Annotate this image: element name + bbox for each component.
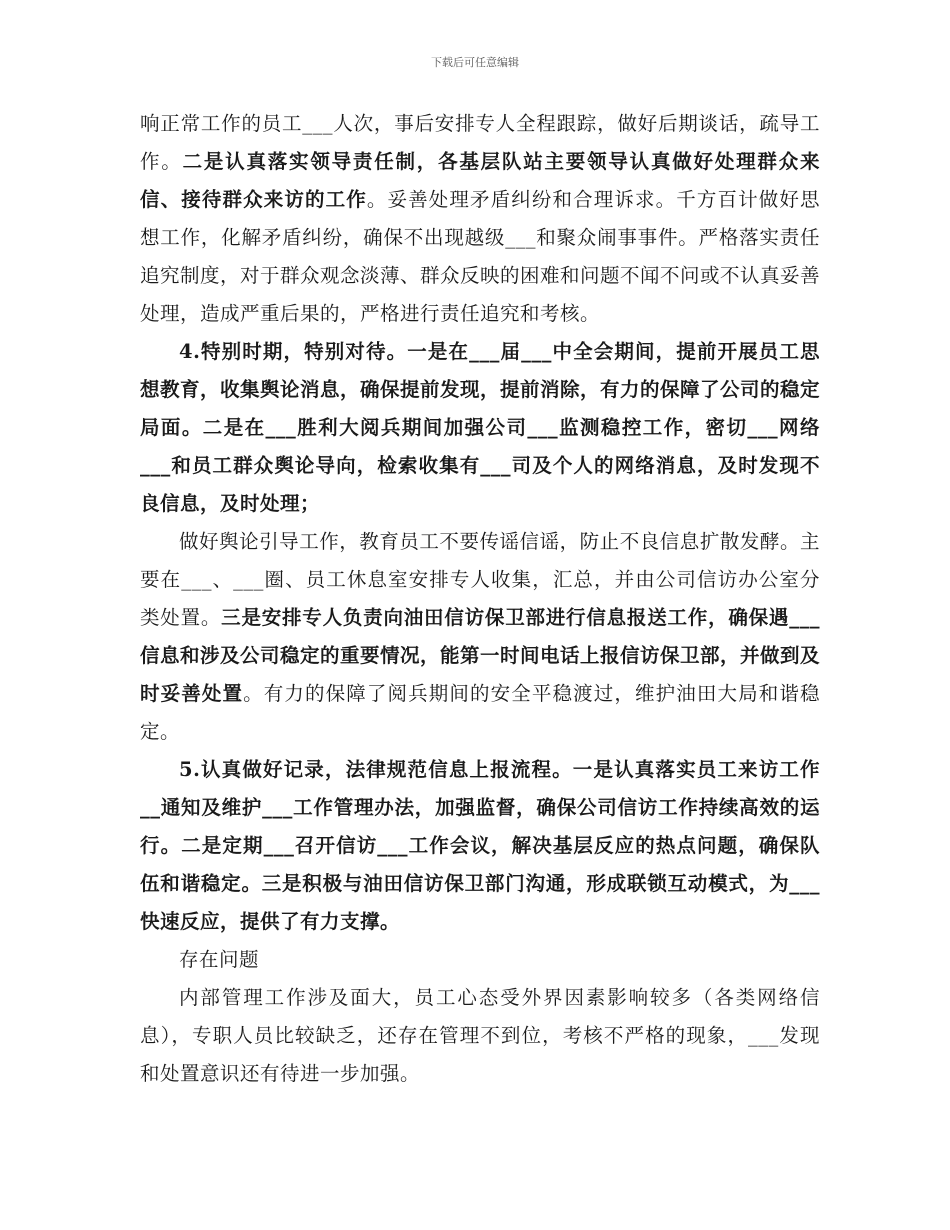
- paragraph-6: [140, 979, 820, 1093]
- paragraph-3: [140, 523, 820, 751]
- text-run: 做好舆论引导工作，教育员工不要传谣信谣，防止不良信息扩散发酵。主要在___、___圈、员工休息室安排专人收集，汇总，并由公司信访办公室分类处置。: [140, 530, 820, 629]
- paragraph-4: [140, 751, 820, 941]
- document-body: [140, 105, 820, 1093]
- text-run: 。妥善处理矛盾纠纷和合理诉求。千方百计做好思想工作，化解矛盾纠纷，确保不出现越级___和聚众闹事事件。严格落实责任追究制度，对于群众观念淡薄、群众反映的困难和问题不闻不问或不认真妥善处理，造成严重后果的，严格进行责任追究和考核。: [140, 188, 821, 325]
- paragraph-2: [140, 333, 820, 523]
- paragraph-1: [140, 105, 820, 333]
- text-run-bold: 5.认真做好记录，法律规范信息上报流程。一是认真落实员工来访工作__通知及维护___工作管理办法，加强监督，确保公司信访工作持续高效的运行。二是定期___召开信访___工作会议，解决基层反应的热点问题，确保队伍和谐稳定。三是积极与油田信访保卫部门沟通，形成联锁互动模式，为___快速反应，提供了有力支撑。: [140, 758, 820, 933]
- page-header-note: 下载后可任意编辑: [431, 56, 519, 69]
- text-run-bold: 二是认真落实领导责任制，各基层队站主要领导认真做好处理群众来信、接待群众来访的工作: [140, 150, 820, 211]
- text-run: 内部管理工作涉及面大，员工心态受外界因素影响较多（各类网络信息），专职人员比较缺乏，还存在管理不到位，考核不严格的现象，___发现和处置意识还有待进一步加强。: [140, 986, 820, 1085]
- section-heading-problems: [140, 941, 820, 979]
- text-run: 响正常工作的员工___人次，事后安排专人全程跟踪，做好后期谈话，疏导工作。: [140, 112, 820, 173]
- text-run: 。有力的保障了阅兵期间的安全平稳渡过，维护油田大局和谐稳定。: [140, 682, 820, 743]
- text-run-bold: 三是安排专人负责向油田信访保卫部进行信息报送工作，确保遇___信息和涉及公司稳定的重要情况，能第一时间电话上报信访保卫部，并做到及时妥善处置: [140, 606, 821, 705]
- text-run: 存在问题: [179, 948, 260, 971]
- text-run-bold: 4.特别时期，特别对待。一是在___届___中全会期间，提前开展员工思想教育，收集舆论消息，确保提前发现，提前消除，有力的保障了公司的稳定局面。二是在___胜利大阅兵期间加强公司___监测稳控工作，密切___网络___和员工群众舆论导向，检索收集有___司及个人的网络消息，及时发现不良信息，及时处理；: [140, 340, 821, 515]
